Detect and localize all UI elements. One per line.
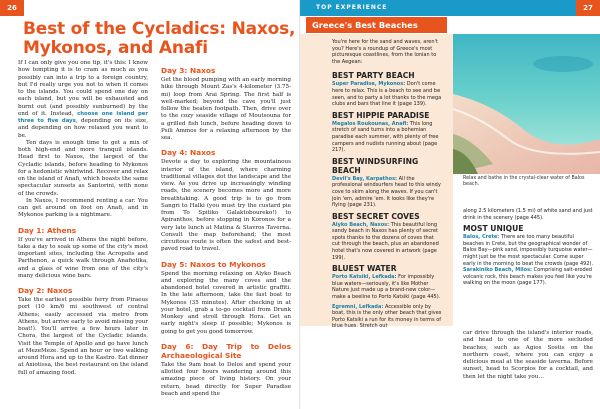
body-paragraph (463, 330, 593, 381)
beach-description: Don't come here to relax. This is a beach to see and be seen, and to party a lot thanks to the mega clubs and bars that line it (page 139). (332, 81, 442, 108)
beach-entry (463, 234, 595, 267)
beach-category-heading: BEST HIPPIE PARADISE (332, 110, 430, 120)
sidebar-continuation (463, 208, 595, 287)
beach-category-heading: BEST WINDSURFING BEACH (332, 156, 419, 175)
photo-caption: Relax and bathe in the crystal-clear water of Balos beach. (463, 176, 585, 188)
body-text: In Naxos, I recommend renting a car. You can get around on foot on Anafi, and in Mykonos parking is a nightmare. (18, 197, 148, 219)
page-number-right: 27 (576, 0, 600, 16)
beach-category-heading: BEST SECRET COVES (332, 211, 420, 221)
body-paragraph (18, 237, 148, 281)
highlight-text: choose one island per three to five days (18, 110, 149, 124)
body-text: Devote a day to exploring the mountainous interior of the island, where charming traditional villages dot the landscape and the view. As you drive up increasingly winding roads, the scenery becomes more and more breathtaking. A good trip is to go from Sangri to Halki (you must try the custard pie from To Spitiko Galaktoboureko!) to Apiranthos, before stopping in Koronos for a very late lunch at Matina & Stavros Taverna. Consult the map beforehand; the most circuitous route is often the safest and best-paved road to travel. (161, 159, 291, 253)
column-b (161, 60, 291, 405)
beach-category-heading: BEST PARTY BEACH (332, 71, 415, 81)
beach-name: Devil's Bay, Karpathos: (332, 175, 398, 182)
balos-beach-image (453, 34, 600, 174)
beach-entry (332, 222, 443, 262)
beach-category-heading: BLUEST WATER (332, 264, 397, 274)
body-text: Take the earliest possible ferry from Piraeus port (10 km/6 mi southwest of central Athens; easily accessed via metro from Athens, but arrive early to avoid missing your boat!). You'll arrive a few hours later in Chora, the largest of the Cycladic islands. Visit the Temple of Apollo and go have lunch at MezeMeze. Spend an hour or two walking around Hora and up to the Kastro. Eat dinner at Axiotissa, the best restaurant on the island full of amazing food. (18, 297, 148, 376)
beach-name: Sarakiniko Beach, Milos: (463, 267, 533, 274)
page-number-left: 26 (0, 0, 24, 16)
body-text: Take the 9am boat to Delos and spend your allotted four hours wandering around this amazing piece of living history. On your return, head directly for Super Paradise beach and spend the (161, 361, 291, 397)
beaches-sidebar (300, 34, 453, 330)
beach-name: Porto Katsiki, Lefkada: (332, 274, 397, 281)
body-text: Spend the morning relaxing on Alyko Beach and exploring the many coves and the abandoned hotel covered in artistic graffiti. In the late afternoon, take the fast boat to Mykonos (35 minutes). After checking in at your hotel, grab a to-go cocktail from Drunk Monkey and stroll through Hora. Get an early night's sleep if possible; Mykonos is going to get you good tomorrow. (161, 270, 291, 335)
body-paragraph (161, 362, 291, 398)
body-paragraph (161, 159, 291, 253)
beach-description: All the professional windsurfers head to this windy cove to skim along the waves. If you can't join 'em, admire 'em. It looks like they're flying (page 231). (332, 175, 441, 209)
column-a (18, 60, 148, 405)
body-paragraph (161, 77, 291, 142)
beach-entry (332, 81, 443, 107)
sidebar-continuation-lead: along 2.5 kilometers (1.5 mi) of white sand and just drink in the scenery (page 445). (463, 208, 593, 221)
body-paragraph (161, 271, 291, 336)
beach-name: Egremni, Lefkada: (332, 303, 384, 310)
itinerary-continued-right (463, 330, 593, 381)
body-paragraph (18, 60, 148, 140)
beach-description: This beautiful long sandy beach in Naxos has plenty of secret spots thanks to the dozens of coves that cut through the beach, plus an abandoned hotel that's now covered in artwork (page 199). (332, 221, 439, 261)
section-label: TOP EXPERIENCE (316, 4, 388, 11)
beach-name: Balos, Crete: (463, 234, 500, 241)
body-paragraph (18, 297, 148, 377)
body-paragraph (18, 140, 148, 198)
day-heading: Day 1: Athens (18, 225, 77, 235)
beach-description: There are too many beautiful beaches in Crete, but the geographical wonder of Balos Bay—pink sand, impossibly turquoise water—might just be the most spectacular. Come super early in the morning to beat the crowds (page 492). (463, 234, 594, 267)
sidebar-banner: Greece's Best Beaches (306, 17, 447, 33)
beach-photo (453, 34, 600, 174)
day-heading: Day 2: Naxos (18, 286, 73, 295)
beach-description: Comprising salt-eroded volcanic rock, this beach makes you feel like you're walking on the moon (page 177). (463, 267, 592, 287)
day-heading: Day 5: Naxos to Mykonos (161, 259, 266, 269)
body-columns (18, 60, 296, 405)
beach-entry (332, 176, 443, 209)
sidebar-intro: You're here for the sand and waves, aren't you? Here's a roundup of Greece's most picturesque coastlines, from the Ionian to the Aegean: (332, 39, 438, 65)
beach-name: Alyko Beach, Naxos: (332, 221, 390, 228)
body-text: If you've arrived in Athens the night before, take a day to soak up some of the city's most important sites, including the Acropolis and Parthenon, a quick walk through Anafiotika, and a glass of wine from one of the city's many delicious wine bars. (18, 236, 148, 279)
beach-description: This long stretch of sand turns into a bohemian paradise each summer, with plenty of free campers and nudists running about (page 217). (332, 120, 439, 154)
beach-description: Accessible only by boat, this is the only other beach that gives Porto Katsiki a run for its money in terms of blue hues. Stretch out (332, 303, 442, 330)
beach-name: Super Paradise, Mykonos: (332, 81, 406, 88)
body-text: Ten days is enough time to get a mix of both high-end and more tranquil islands. Head first to Naxos, the largest of the Cycladic islands, before heading to Mykonos for a hedonistic whirlwind. Recover and relax on the island of Anafi, which boasts the same spectacular sunsets as Santorini, with none of the crowds. (18, 139, 148, 197)
body-text: Get the blood pumping with an early morning hike through Mount Zas's 4-kilometer (3.75-mi) loop from Arai Spring. The first half is well-marked; beyond the cave you'll just follow the beaten footpath. Then, drive over to the cozy seaside village of Moutsouna for a grilled fish lunch, before heading down to Psili Ammos for a relaxing afternoon by the sea. (161, 77, 291, 141)
beach-category-heading: MOST UNIQUE (463, 224, 524, 234)
body-text: car drive through the island's interior roads, and head to one of the more secluded beaches, such as Agios Sostis on the northern coast, where you can enjoy a delicious meal at the seaside taverna. Before sunset, head to Scorpios for a cocktail, and then let the night take you… (463, 330, 593, 380)
body-text: If I can only give you one tip, it's this: I know how tempting it is to cram as much as you possibly can into a trip to a foreign country, but I'd really urge you not to when it comes to the islands. You could spend one day on each island, but you will be exhausted and burnt out (and possibly sunburned) by the end of it. Instead, (18, 60, 148, 117)
beach-entry (332, 304, 443, 330)
beach-entry (332, 121, 443, 154)
page-title: Best of the Cycladics: Naxos, Mykonos, and Anafi (23, 19, 296, 58)
day-heading: Day 3: Naxos (161, 66, 216, 75)
section-header-bar (300, 0, 600, 16)
beach-entry (332, 274, 443, 300)
beach-name: Megalos Roukounas, Anafi: (332, 120, 409, 127)
beach-description: For impossibly blue waters—seriously, it's like Mother Nature just made up a brand-new color—make a beeline to Porto Katsiki (page 445). (332, 274, 441, 301)
day-heading: Day 4: Naxos (161, 148, 216, 158)
day-heading: Day 6: Day Trip to Delos Archaeological Site (161, 341, 291, 360)
right-page (300, 0, 600, 409)
body-text: , depending on its size, and depending on how relaxed you want to be. (18, 118, 148, 139)
beach-entry (463, 267, 595, 287)
body-paragraph (18, 198, 148, 220)
